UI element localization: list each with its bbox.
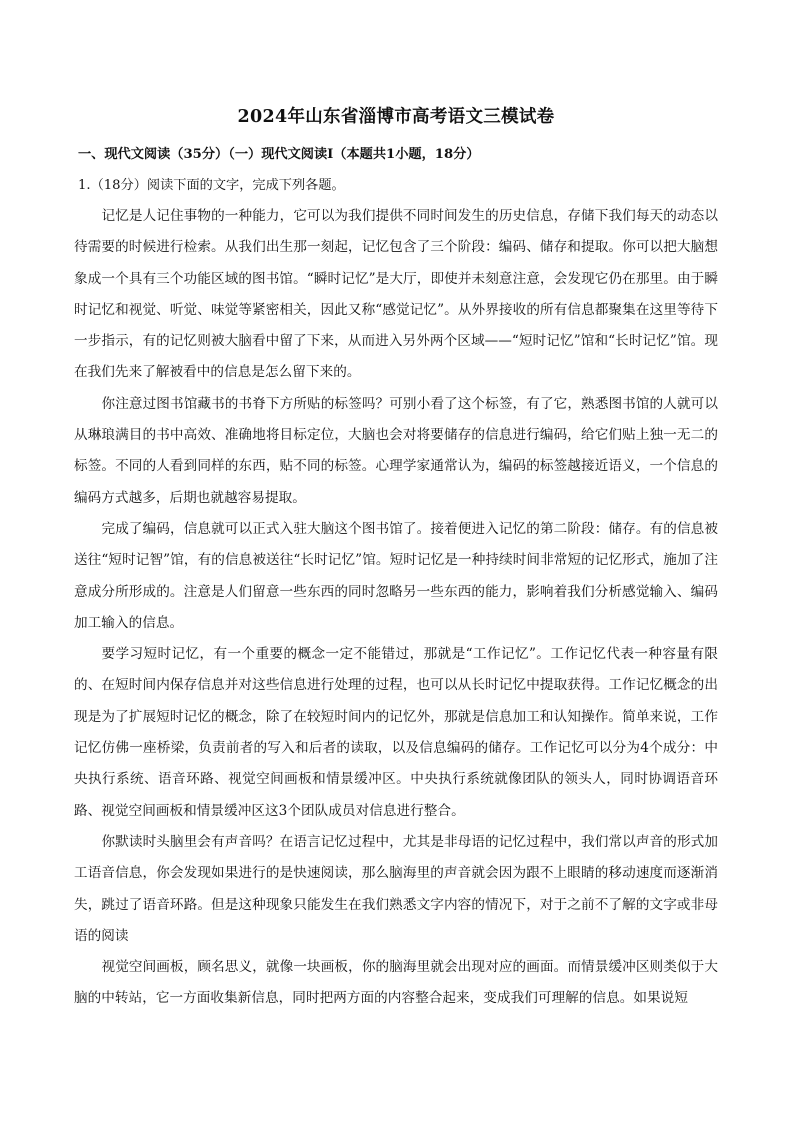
document-title: 2024年山东省淄博市高考语文三模试卷 (237, 107, 555, 127)
passage-paragraph: 你注意过图书馆藏书的书脊下方所贴的标签吗？可别小看了这个标签，有了它，熟悉图书馆的人就可以从琳琅满目的书中高效、准确地将目标定位，大脑也会对将要储存的信息进行编码，给它们贴上独一无二的标签。不同的人看到同样的东西，贴不同的标签。心理学家通常认为，编码的标签越接近语义，一个信息的编码方式越多，后期也就越容易提取。 (74, 395, 718, 506)
passage-paragraph: 视觉空间画板，顾名思义，就像一块画板，你的脑海里就会出现对应的画面。而情景缓冲区则类似于大脑的中转站，它一方面收集新信息，同时把两方面的内容整合起来，变成我们可理解的信息。如果说短 (74, 959, 718, 1007)
question-stem: 1.（18分）阅读下面的文字，完成下列各题。 (78, 178, 345, 193)
reading-passage (74, 201, 718, 1015)
passage-paragraph: 记忆是人记住事物的一种能力，它可以为我们提供不同时间发生的历史信息，存储下我们每天的动态以待需要的时候进行检索。从我们出生那一刻起，记忆包含了三个阶段：编码、储存和提取。你可以把大脑想象成一个具有三个功能区域的图书馆。“瞬时记忆”是大厅，即使并未刻意注意，会发现它仍在那里。由于瞬时记忆和视觉、听觉、味觉等紧密相关，因此又称“感觉记忆”。从外界接收的所有信息都聚集在这里等待下一步指示，有的记忆则被大脑看中留了下来，从而进入另外两个区域——“短时记忆”馆和“长时记忆”馆。现在我们先来了解被看中的信息是怎么留下来的。 (74, 208, 718, 381)
passage-paragraph: 完成了编码，信息就可以正式入驻大脑这个图书馆了。接着便进入记忆的第二阶段：储存。有的信息被送往“短时记智”馆，有的信息被送往“长时记忆”馆。短时记忆是一种持续时间非常短的记忆形式，施加了注意成分所形成的。注意是人们留意一些东西的同时忽略另一些东西的能力，影响着我们分析感觉输入、编码加工输入的信息。 (74, 520, 718, 631)
section-heading: 一、现代文阅读（35分）（一）现代文阅读Ⅰ（本题共1小题，18分） (78, 147, 480, 162)
passage-paragraph: 你默读时头脑里会有声音吗？在语言记忆过程中，尤其是非母语的记忆过程中，我们常以声音的形式加工语音信息，你会发现如果进行的是快速阅读，那么脑海里的声音就会因为跟不上眼睛的移动速度而逐渐消失，跳过了语音环路。但是这种现象只能发生在我们熟悉文字内容的情况下，对于之前不了解的文字或非母语的阅读 (74, 833, 718, 944)
passage-paragraph: 要学习短时记忆，有一个重要的概念一定不能错过，那就是“工作记忆”。工作记忆代表一种容量有限的、在短时间内保存信息并对这些信息进行处理的过程，也可以从长时记忆中提取获得。工作记忆概念的出现是为了扩展短时记忆的概念，除了在较短时间内的记忆外，那就是信息加工和认知操作。简单来说，工作记忆仿佛一座桥梁，负责前者的写入和后者的读取，以及信息编码的储存。工作记忆可以分为4个成分：中央执行系统、语音环路、视觉空间画板和情景缓冲区。中央执行系统就像团队的领头人，同时协调语音环路、视觉空间画板和情景缓冲区这3个团队成员对信息进行整合。 (74, 646, 718, 819)
